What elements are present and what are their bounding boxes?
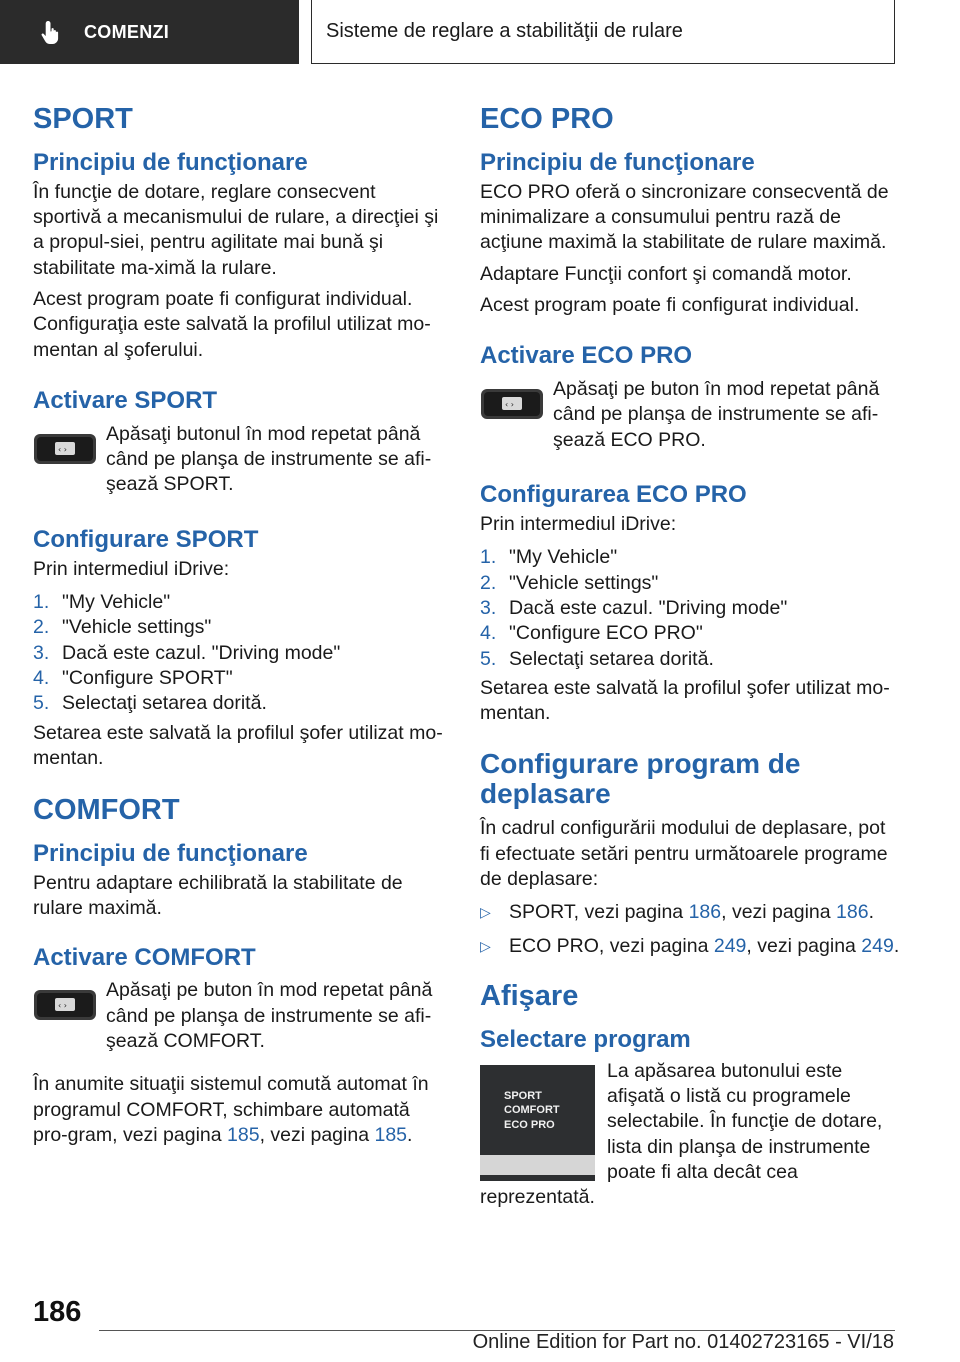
program-list-screen-image xyxy=(480,1065,595,1181)
list-item xyxy=(33,590,447,615)
step-text: "My Vehicle" xyxy=(509,546,618,569)
list-item xyxy=(33,615,447,640)
step-number: 3. xyxy=(33,641,50,664)
step-text: Dacă este cazul. "Driving mode" xyxy=(62,641,341,664)
bullet-end: . xyxy=(893,934,900,957)
screen-items xyxy=(504,1089,560,1134)
list-item xyxy=(33,641,447,666)
svg-text:‹ ›: ‹ › xyxy=(505,400,514,410)
driving-mode-button-image xyxy=(33,428,97,472)
driving-mode-button-image xyxy=(33,984,97,1028)
comfort-principle-heading: Principiu de funcţionare xyxy=(33,840,308,868)
page-number: 186 xyxy=(33,1296,82,1328)
step-text: "Configure SPORT" xyxy=(62,667,233,689)
step-text: "Configure ECO PRO" xyxy=(509,622,703,645)
step-number: 5. xyxy=(33,692,50,715)
chapter-title: Sisteme de reglare a stabilităţii de rulare xyxy=(326,20,683,42)
bullet-end: . xyxy=(868,901,874,924)
step-number: 1. xyxy=(33,590,50,613)
eco-config-heading: Configurarea ECO PRO xyxy=(480,481,747,509)
bullet-mid: , vezi pagina xyxy=(721,901,837,924)
drive-programs-list xyxy=(480,900,900,959)
comfort-activate-text: Apăsaţi pe buton în mod repetat până când pe planşa de instrumente se afi-şează COMFORT. xyxy=(106,979,433,1053)
page-link[interactable]: 186 xyxy=(836,901,869,924)
list-item xyxy=(480,900,900,925)
list-item xyxy=(480,596,900,621)
step-number: 1. xyxy=(480,546,497,569)
sport-config-heading: Configurare SPORT xyxy=(33,525,259,553)
screen-item: COMFORT xyxy=(504,1104,560,1117)
eco-config-intro: Prin intermediul iDrive: xyxy=(480,512,677,535)
sport-config-note: Acest program poate fi configurat individual. Configuraţia este salvată la profilul utilizat mo-mentan al şoferului. xyxy=(33,287,431,361)
step-text: "My Vehicle" xyxy=(62,590,171,613)
step-text: Dacă este cazul. "Driving mode" xyxy=(509,596,788,619)
eco-activate-heading: Activare ECO PRO xyxy=(480,342,693,370)
svg-text:‹ ›: ‹ › xyxy=(58,444,67,454)
comfort-auto-mid: , vezi pagina xyxy=(259,1124,375,1147)
sport-principle-heading: Principiu de funcţionare xyxy=(33,148,308,176)
eco-adaptation-text: Adaptare Funcţii confort şi comandă motor. xyxy=(480,262,852,285)
step-number: 2. xyxy=(33,616,50,639)
eco-principle-text: ECO PRO oferă o sincronizare consecventă de minimalizare a consumului pentru rază de acţiune maximă la stabilitate de rulare maximă. xyxy=(480,180,889,254)
eco-config-outro: Setarea este salvată la profilul şofer utilizat mo-mentan. xyxy=(480,677,890,725)
section-tab-label: COMENZI xyxy=(84,21,170,42)
display-heading: Afişare xyxy=(480,980,579,1012)
footer-edition: Online Edition for Part no. 01402723165 - VI/18 xyxy=(472,1331,894,1353)
page-link[interactable]: 186 xyxy=(688,901,722,924)
select-program-heading: Selectare program xyxy=(480,1025,691,1053)
eco-config-note: Acest program poate fi configurat individual. xyxy=(480,293,860,316)
comfort-heading: COMFORT xyxy=(33,794,180,827)
list-item xyxy=(33,666,447,691)
list-item xyxy=(480,621,900,646)
sport-activate-heading: Activare SPORT xyxy=(33,387,218,414)
step-text: "Vehicle settings" xyxy=(62,616,212,639)
sport-steps-list xyxy=(33,590,447,717)
triangle-bullet-icon: ▷ xyxy=(480,937,491,954)
hand-pointer-icon xyxy=(38,18,66,46)
page-link-185[interactable]: 185 xyxy=(227,1124,260,1147)
step-number: 4. xyxy=(480,622,497,645)
list-item xyxy=(480,647,900,672)
sport-principle-text: În funcţie de dotare, reglare consecvent sportivă a mecanismului de rulare, a direcţiei şi a propul-siei, pentru agilitate mai bună şi stabilitate ma-ximă la rulare. xyxy=(33,180,439,279)
screen-item: ECO PRO xyxy=(504,1119,555,1132)
list-item xyxy=(33,691,447,716)
chapter-header xyxy=(311,0,895,64)
drive-config-heading: Configurare program de deplasare xyxy=(480,747,801,810)
drive-config-intro: În cadrul configurării modului de deplasare, pot fi efectuate setări pentru următoarele programe de deplasare: xyxy=(480,817,888,890)
list-item xyxy=(480,571,900,596)
left-column xyxy=(33,100,447,1149)
driving-mode-button-image xyxy=(480,383,544,427)
step-number: 2. xyxy=(480,571,497,594)
eco-activate-text: Apăsaţi pe buton în mod repetat până când pe planşa de instrumente se afi-şează ECO PRO. xyxy=(553,378,880,451)
select-program-text: La apăsarea butonului este afişată o listă cu programele selectabile. În funcţie de dotare, lista din planşa de instrumente poate fi alta decât cea reprezentată. xyxy=(480,1059,883,1209)
bullet-pre: ECO PRO, vezi pagina xyxy=(509,934,714,957)
list-item xyxy=(480,934,900,959)
list-item xyxy=(480,545,900,570)
page-link[interactable]: 249 xyxy=(861,934,894,957)
step-number: 5. xyxy=(480,647,497,670)
eco-heading: ECO PRO xyxy=(480,103,614,135)
section-tab xyxy=(0,0,299,64)
sport-activate-text: Apăsaţi butonul în mod repetat până când pe planşa de instrumente se afi-şează SPORT. xyxy=(106,422,432,496)
bullet-text xyxy=(509,934,899,959)
comfort-auto-pre: În anumite situaţii sistemul comută automat în programul COMFORT, schimbare automată pro-gram, vezi pagina xyxy=(33,1073,429,1147)
sport-config-outro: Setarea este salvată la profilul şofer utilizat mo-mentan. xyxy=(33,721,443,770)
svg-text:‹ ›: ‹ › xyxy=(58,1001,67,1011)
bullet-text xyxy=(509,900,874,925)
right-column xyxy=(480,100,900,1211)
eco-steps-list xyxy=(480,545,900,672)
page-link-185[interactable]: 185 xyxy=(374,1124,408,1147)
screen-highlight-bar xyxy=(480,1155,595,1175)
bullet-pre: SPORT, vezi pagina xyxy=(509,901,689,924)
page-link[interactable]: 249 xyxy=(713,934,747,957)
step-text: Selectaţi setarea dorită. xyxy=(62,692,267,715)
screen-item: SPORT xyxy=(504,1089,542,1102)
step-number: 4. xyxy=(33,667,50,689)
comfort-activate-heading: Activare COMFORT xyxy=(33,943,256,971)
bullet-mid: , vezi pagina xyxy=(746,934,862,957)
sport-config-intro: Prin intermediul iDrive: xyxy=(33,557,230,580)
step-number: 3. xyxy=(480,596,497,619)
step-text: Selectaţi setarea dorită. xyxy=(509,647,714,670)
triangle-bullet-icon: ▷ xyxy=(480,904,491,921)
comfort-principle-text: Pentru adaptare echilibrată la stabilitate de rulare maximă. xyxy=(33,871,403,920)
comfort-auto-text xyxy=(33,1072,447,1148)
eco-principle-heading: Principiu de funcţionare xyxy=(480,148,755,176)
comfort-auto-end: . xyxy=(407,1124,413,1147)
step-text: "Vehicle settings" xyxy=(509,571,659,594)
sport-heading: SPORT xyxy=(33,103,133,135)
